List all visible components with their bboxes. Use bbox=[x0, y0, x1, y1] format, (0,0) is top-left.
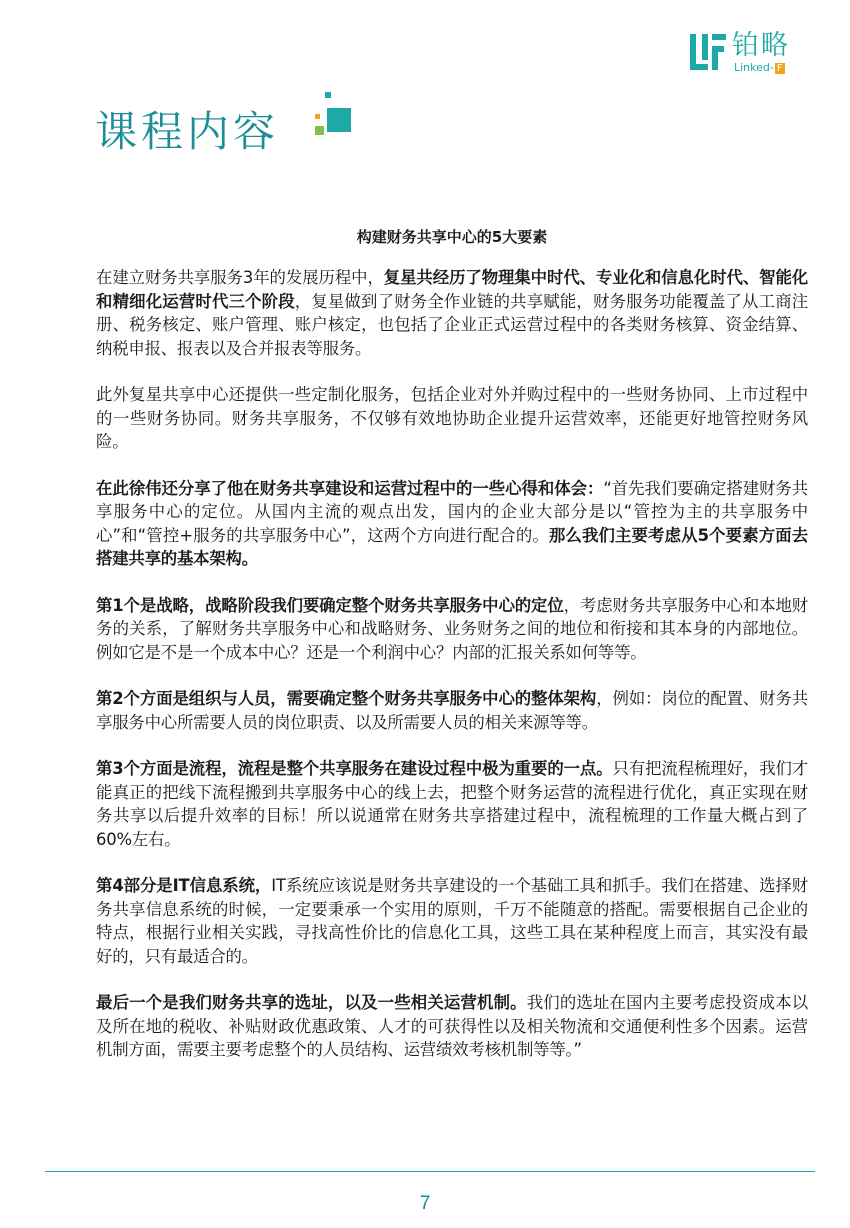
article-paragraph bbox=[96, 991, 808, 1062]
body-text: ，例如：岗位的配置、财务共享服务中心所需要人员的岗位职责、以及所需要人员的相关来源等等。 bbox=[96, 689, 808, 732]
body-text: ，考虑财务共享服务中心和本地财务的关系，了解财务共享服务中心和战略财务、业务财务之间的地位和衔接和其本身的内部地位。例如它是不是一个成本中心？还是一个利润中心？内部的汇报关系如何等等。 bbox=[96, 595, 808, 662]
body-text: 此外复星共享中心还提供一些定制化服务，包括企业对外并购过程中的一些财务协同、上市过程中的一些财务协同。财务共享服务，不仅够有效地协助企业提升运营效率，还能更好地管控财务风险。 bbox=[96, 385, 808, 451]
article-paragraph bbox=[96, 594, 808, 665]
brand-subtitle bbox=[734, 62, 785, 74]
body-text: ，复星做到了财务全作业链的共享赋能，财务服务功能覆盖了从工商注册、税务核定、账户管理、账户核定，也包括了企业正式运营过程中的各类财务核算、资金结算、纳税申报、报表以及合并报表等服务。 bbox=[96, 291, 808, 358]
page-number: 7 bbox=[419, 1193, 431, 1214]
body-text: 我们的选址在国内主要考虑投资成本以及所在地的税收、补贴财政优惠政策、人才的可获得性以及相关物流和交通便利性多个因素。运营机制方面，需要主要考虑整个的人员结构、运营绩效考核机制等等。” bbox=[96, 993, 808, 1059]
brand-logo-mark-icon bbox=[688, 32, 728, 72]
footer-divider bbox=[45, 1171, 815, 1172]
article-paragraph bbox=[96, 477, 808, 571]
emphasis-text: 第2个方面是组织与人员，需要确定整个财务共享服务中心的整体架构 bbox=[96, 689, 597, 708]
emphasis-text: 那么我们主要考虑从5个要素方面去搭建共享的基本架构。 bbox=[96, 525, 808, 568]
emphasis-text: 最后一个是我们财务共享的选址，以及一些相关运营机制。 bbox=[96, 993, 527, 1012]
article-paragraph bbox=[96, 266, 808, 360]
body-text: 只有把流程梳理好，我们才能真正的把线下流程搬到共享服务中心的线上去，把整个财务运营的流程进行优化，真正实现在财务共享以后提升效率的目标！所以说通常在财务共享搭建过程中，流程梳理的工作量大概占到了60%左右。 bbox=[96, 759, 808, 849]
brand-subtitle-badge: F bbox=[776, 63, 783, 74]
brand-name: 铂略 bbox=[732, 30, 790, 61]
brand-subtitle-text: Linked- bbox=[734, 61, 774, 74]
body-text: IT系统应该说是财务共享建设的一个基础工具和抓手。我们在搭建、选择财务共享信息系统的时候，一定要秉承一个实用的原则，千万不能随意的搭配。需要根据自己企业的特点，根据行业相关实践，寻找高性价比的信息化工具，这些工具在某种程度上而言，其实没有最好的，只有最适合的。 bbox=[96, 876, 808, 966]
emphasis-text: 在此徐伟还分享了他在财务共享建设和运营过程中的一些心得和体会： bbox=[96, 478, 604, 498]
article-title: 构建财务共享中心的5大要素 bbox=[356, 228, 548, 246]
article-body bbox=[96, 266, 808, 1062]
article bbox=[96, 226, 808, 1085]
brand-logo bbox=[688, 30, 818, 74]
article-paragraph bbox=[96, 383, 808, 454]
section-title: 课程内容 bbox=[95, 107, 280, 156]
emphasis-text: 第3个方面是流程，流程是整个共享服务在建设过程中极为重要的一点。 bbox=[96, 759, 613, 778]
decorative-squares-icon bbox=[315, 92, 357, 142]
article-paragraph bbox=[96, 874, 808, 968]
emphasis-text: 第1个是战略，战略阶段我们要确定整个财务共享服务中心的定位 bbox=[96, 595, 564, 615]
body-text: 在建立财务共享服务3年的发展历程中， bbox=[96, 268, 384, 287]
emphasis-text: 复星共经历了物理集中时代、专业化和信息化时代、智能化和精细化运营时代三个阶段 bbox=[96, 268, 808, 311]
emphasis-text: 第4部分是IT信息系统， bbox=[96, 876, 272, 895]
body-text: “首先我们要确定搭建财务共享服务中心的定位。从国内主流的观点出发，国内的企业大部分是以“管控为主的共享服务中心”和“管控+服务的共享服务中心”，这两个方向进行配合的。 bbox=[96, 478, 808, 545]
article-paragraph bbox=[96, 757, 808, 851]
article-paragraph bbox=[96, 687, 808, 734]
